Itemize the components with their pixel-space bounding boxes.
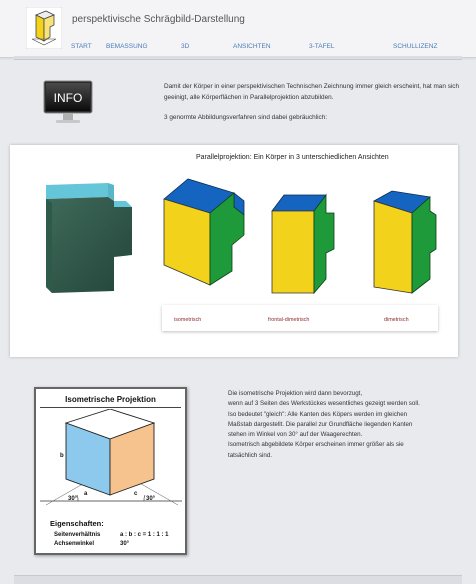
info-badge-text: INFO bbox=[53, 91, 83, 105]
nav-start[interactable]: START bbox=[71, 43, 92, 50]
description-line: Isometrisch abgebildete Körper erscheinen immer größer als sie bbox=[228, 441, 404, 449]
angle-label-left: 30° bbox=[68, 496, 78, 502]
edge-label-c: c bbox=[134, 491, 138, 497]
figure-dimetric bbox=[370, 189, 440, 297]
nav-3d[interactable]: 3D bbox=[181, 43, 190, 50]
description-line: Maßstab dargestellt. Die parallel zur Grundfläche liegenden Kanten bbox=[228, 420, 413, 428]
info-monitor-icon bbox=[43, 80, 93, 126]
block-photo bbox=[42, 179, 142, 295]
info-paragraph-1: Damit der Körper in einer perspektivischen Technischen Zeichnung immer gleich erscheint, hat man sich geeinigt, alle Körperflächen in Parallelprojektion abzubilden. bbox=[164, 83, 460, 101]
description-line: wenn auf 3 Seiten des Werkstückes wesentliches gezeigt werden soll. bbox=[228, 400, 420, 408]
description-line: Iso bedeutet "gleich": Alle Kanten des Köpers werden im gleichen bbox=[228, 410, 408, 418]
nav-ansichten[interactable]: ANSICHTEN bbox=[233, 43, 271, 50]
main-navigation bbox=[0, 43, 476, 55]
label-frontal-dimetrisch[interactable]: frontal-dimetrisch bbox=[268, 317, 310, 323]
properties-heading: Eigenschaften: bbox=[50, 519, 104, 528]
property-axis-angle-label: Achsenwinkel bbox=[54, 541, 95, 547]
figure-isometric bbox=[160, 175, 250, 300]
edge-label-b: b bbox=[60, 453, 64, 459]
panel-title: Parallelprojektion: Ein Körper in 3 unterschiedlichen Ansichten bbox=[196, 154, 389, 161]
isometric-cube-diagram bbox=[38, 409, 184, 509]
label-isometrisch[interactable]: isometrisch bbox=[174, 317, 202, 323]
footer-band bbox=[14, 575, 462, 584]
property-side-ratio-value: a : b : c = 1 : 1 : 1 bbox=[120, 532, 169, 538]
figure-frontal-dimetric bbox=[268, 193, 338, 297]
info-text bbox=[164, 82, 460, 134]
isometric-projection-card bbox=[34, 387, 187, 555]
angle-label-right: 30° bbox=[146, 496, 156, 502]
projection-panel bbox=[10, 145, 458, 357]
isometric-description bbox=[228, 389, 464, 461]
label-dimetrisch[interactable]: dimetrisch bbox=[384, 317, 409, 323]
description-line: Die isometrische Projektion wird dann bevorzugt, bbox=[228, 390, 363, 397]
site-title: perspektivische Schrägbild-Darstellung bbox=[72, 14, 245, 25]
info-paragraph-2: 3 genormte Abbildungsverfahren sind dabei gebräuchlich: bbox=[164, 114, 328, 121]
description-line: tatsächlich sind. bbox=[228, 451, 273, 459]
site-header bbox=[0, 0, 476, 58]
projection-labels-bar bbox=[162, 305, 438, 331]
edge-label-a: a bbox=[84, 491, 88, 497]
property-side-ratio bbox=[54, 532, 169, 538]
nav-3-tafel[interactable]: 3-TAFEL bbox=[309, 43, 335, 50]
iso-card-title: Isometrische Projektion bbox=[65, 395, 156, 404]
property-side-ratio-label: Seitenverhältnis bbox=[54, 532, 101, 538]
nav-bemassung[interactable]: BEMASSUNG bbox=[106, 43, 148, 50]
property-axis-angle-value: 30° bbox=[120, 541, 130, 547]
property-axis-angle bbox=[54, 541, 130, 547]
header-shadow-band bbox=[14, 56, 462, 60]
iso-card-divider bbox=[40, 407, 181, 408]
description-line: stehen im Winkel von 30° auf der Waagerechten. bbox=[228, 431, 363, 439]
nav-schullizenz[interactable]: SCHULLIZENZ bbox=[393, 43, 438, 50]
